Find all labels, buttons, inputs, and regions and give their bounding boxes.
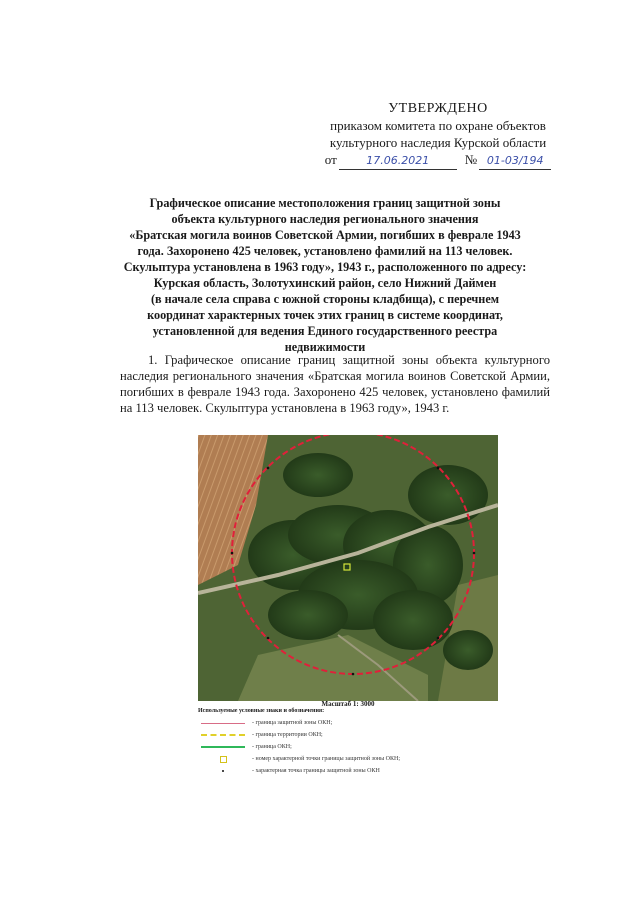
green-line-icon bbox=[201, 746, 245, 748]
paragraph-text: 1. Графическое описание границ защитной зоны объекта культурного наследия регионального значения «Братская могила воинов Советской Армии, погибших в феврале 1943 года. Захоронено 425 человек, установлено фамилий на 113 человек. Скульптура установлена в 1963 году», 1943 г. bbox=[120, 353, 550, 415]
title-line: недвижимости bbox=[284, 340, 366, 354]
approval-block bbox=[308, 100, 568, 170]
title-line: (в начале села справа с южной стороны кладбища), с перечнем bbox=[150, 292, 500, 306]
number-value: 01-03/194 bbox=[479, 152, 551, 170]
legend-label: - граница защитной зоны ОКН; bbox=[252, 720, 333, 726]
date-value: 17.06.2021 bbox=[339, 152, 457, 170]
title-line: координат характерных точек этих границ в системе координат, bbox=[147, 308, 503, 322]
legend-item bbox=[198, 765, 498, 777]
map-scale: Масштаб 1: 3000 bbox=[321, 700, 375, 708]
number-prefix: № bbox=[464, 152, 478, 167]
approval-line-2: культурного наследия Курской области bbox=[329, 135, 547, 150]
date-prefix: от bbox=[324, 152, 337, 167]
legend-item bbox=[198, 729, 498, 741]
legend-item bbox=[198, 753, 498, 765]
approval-heading: УТВЕРЖДЕНО bbox=[388, 101, 488, 116]
title-line: установленной для ведения Единого государственного реестра bbox=[152, 324, 498, 338]
legend-item bbox=[198, 717, 498, 729]
description-paragraph bbox=[120, 352, 550, 416]
title-line: Курская область, Золотухинский район, село Нижний Даймен bbox=[153, 276, 497, 290]
black-dot-icon bbox=[222, 770, 224, 772]
title-line: «Братская могила воинов Советской Армии, погибших в феврале 1943 bbox=[129, 228, 521, 242]
pink-line-icon bbox=[201, 723, 245, 724]
title-line: объекта культурного наследия регионального значения bbox=[171, 212, 479, 226]
title-line: Скульптура установлена в 1963 году», 1943 г., расположенного по адресу: bbox=[123, 260, 527, 274]
legend-label: - номер характерной точки границы защитной зоны ОКН; bbox=[252, 756, 400, 762]
approval-order-line bbox=[308, 151, 568, 170]
legend-label: - граница ОКН; bbox=[252, 744, 292, 750]
map-legend bbox=[198, 708, 498, 777]
legend-label: - характерная точка границы защитной зоны ОКН bbox=[252, 768, 380, 774]
yellow-dashed-line-icon bbox=[201, 734, 245, 736]
map-image bbox=[198, 435, 498, 701]
title-line: Графическое описание местоположения границ защитной зоны bbox=[149, 196, 501, 210]
yellow-square-icon bbox=[220, 756, 227, 763]
legend-label: - граница территории ОКН; bbox=[252, 732, 323, 738]
approval-line-1: приказом комитета по охране объектов bbox=[330, 118, 546, 133]
legend-item bbox=[198, 741, 498, 753]
document-title bbox=[110, 195, 540, 355]
legend-title: Используемые условные знаки и обозначения: bbox=[198, 708, 325, 714]
satellite-map bbox=[198, 435, 498, 701]
title-line: года. Захоронено 425 человек, установлено фамилий на 113 человек. bbox=[137, 244, 513, 258]
